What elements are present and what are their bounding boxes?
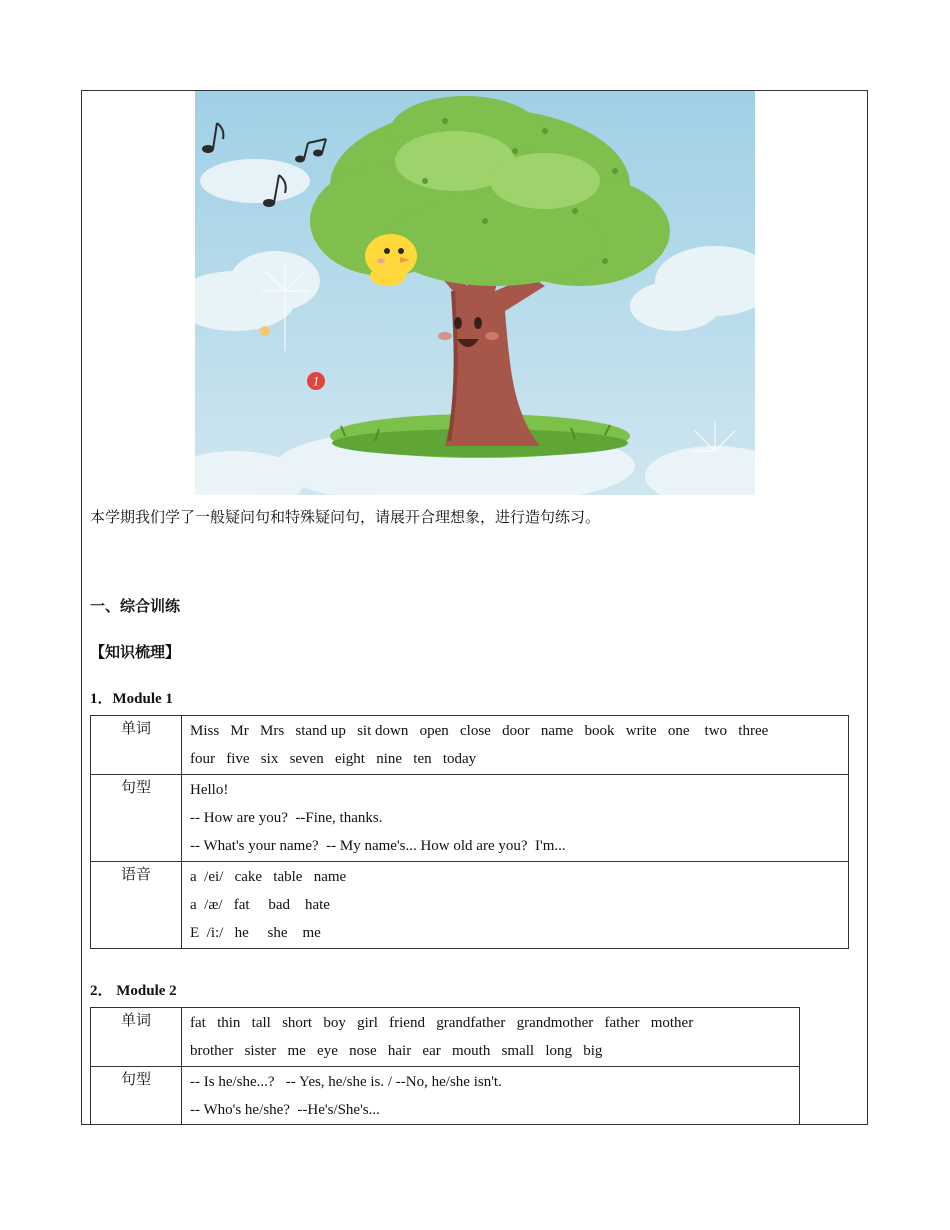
content-cell xyxy=(182,862,849,949)
section-title: 一、综合训练 xyxy=(90,599,181,615)
table-row xyxy=(91,862,849,949)
content-cell xyxy=(182,775,849,862)
category-cell: 句型 xyxy=(91,1067,182,1125)
module-2-table xyxy=(90,1007,800,1125)
module-1-heading: 1．Module 1 xyxy=(90,691,173,707)
sentence-line: -- How are you? --Fine, thanks. xyxy=(190,810,383,826)
vocab-line: Miss Mr Mrs stand up sit down open close door name book write one two three xyxy=(190,723,769,739)
phonics-line: a /æ/ fat bad hate xyxy=(190,897,330,913)
badge-number: 1 xyxy=(312,373,320,389)
sentence-line: -- What's your name? -- My name's... How old are you? I'm... xyxy=(190,838,566,854)
module-1-table xyxy=(90,715,849,949)
phonics-line: E /i:/ he she me xyxy=(190,925,321,941)
vocab-line: brother sister me eye nose hair ear mouth small long big xyxy=(190,1043,603,1059)
sentence-line: Hello! xyxy=(190,782,229,798)
category-cell: 语音 xyxy=(91,862,182,949)
subsection-title: 【知识梳理】 xyxy=(90,645,181,661)
tree-illustration xyxy=(195,91,755,495)
table-row xyxy=(91,716,849,775)
content-cell xyxy=(182,716,849,775)
table-row xyxy=(91,1008,800,1067)
table-row xyxy=(91,775,849,862)
vocab-line: fat thin tall short boy girl friend grandfather grandmother father mother xyxy=(190,1015,694,1031)
content-cell xyxy=(182,1008,800,1067)
sentence-line: -- Who's he/she? --He's/She's... xyxy=(190,1102,380,1118)
sentence-line: -- Is he/she...? -- Yes, he/she is. / --No, he/she isn't. xyxy=(190,1074,502,1090)
vocab-line: four five six seven eight nine ten today xyxy=(190,751,477,767)
table-row xyxy=(91,1067,800,1125)
intro-text: 本学期我们学了一般疑问句和特殊疑问句，请展开合理想象，进行造句练习。 xyxy=(90,510,601,526)
module-2-heading: 2． Module 2 xyxy=(90,983,177,999)
phonics-line: a /ei/ cake table name xyxy=(190,869,347,885)
category-cell: 句型 xyxy=(91,775,182,862)
category-cell: 单词 xyxy=(91,716,182,775)
category-cell: 单词 xyxy=(91,1008,182,1067)
content-cell xyxy=(182,1067,800,1125)
